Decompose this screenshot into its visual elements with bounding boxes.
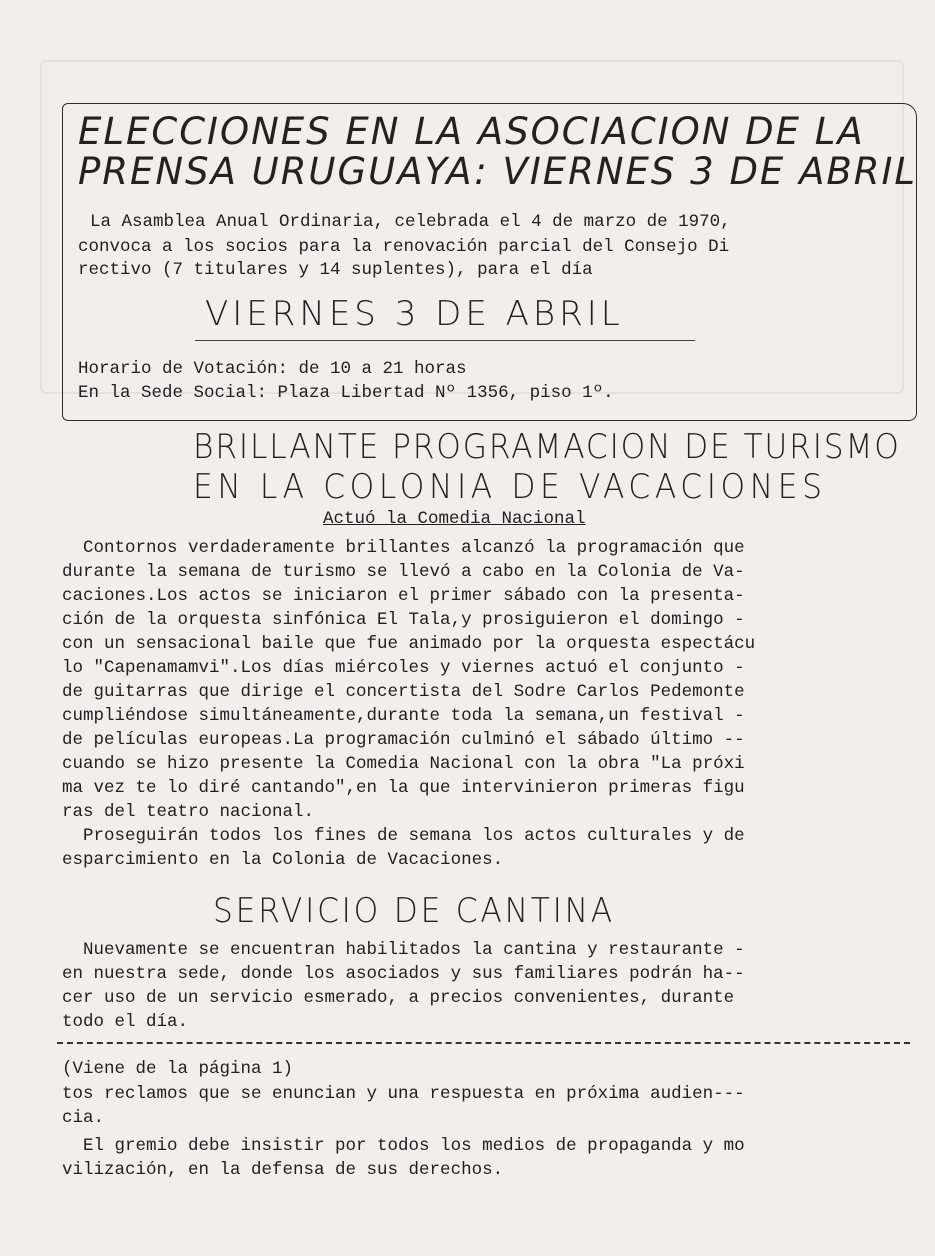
- article-line: de guitarras que dirige el concertista del Sodre Carlos Pedemonte: [62, 682, 745, 702]
- article-line: vilización, en la defensa de sus derechos.: [62, 1160, 504, 1180]
- article-line: en nuestra sede, donde los asociados y sus familiares podrán ha--: [62, 964, 745, 984]
- article-line: esparcimiento en la Colonia de Vacaciones.: [62, 850, 504, 870]
- voting-location: En la Sede Social: Plaza Libertad Nº 1356, piso 1º.: [78, 383, 614, 403]
- election-headline-line2: PRENSA URUGUAYA: VIERNES 3 DE ABRIL: [78, 150, 917, 193]
- banner-underline: [195, 340, 695, 341]
- article-line: ción de la orquesta sinfónica El Tala,y prosiguieron el domingo -: [62, 610, 745, 630]
- section-divider: [57, 1042, 910, 1047]
- election-body-line: La Asamblea Anual Ordinaria, celebrada el 4 de marzo de 1970,: [90, 212, 731, 232]
- article-line: tos reclamos que se enuncian y una respuesta en próxima audien---: [62, 1084, 745, 1104]
- election-headline-line1: ELECCIONES EN LA ASOCIACION DE LA: [78, 110, 865, 153]
- tourism-subheading: Actuó la Comedia Nacional: [323, 509, 586, 529]
- article-line: El gremio debe insistir por todos los medios de propaganda y mo: [62, 1136, 745, 1156]
- cantina-headline: SERVICIO DE CANTINA: [213, 891, 615, 931]
- article-line: cia.: [62, 1108, 105, 1128]
- election-body-line: rectivo (7 titulares y 14 suplentes), para el día: [78, 260, 593, 280]
- article-line: todo el día.: [62, 1012, 189, 1032]
- election-date-banner: VIERNES 3 DE ABRIL: [205, 294, 624, 334]
- election-body-line: convoca a los socios para la renovación parcial del Consejo Di: [78, 237, 730, 257]
- article-line: con un sensacional baile que fue animado por la orquesta espectácu: [62, 634, 756, 654]
- article-line: cuando se hizo presente la Comedia Nacional con la obra "La próxi: [62, 754, 745, 774]
- article-line: durante la semana de turismo se llevó a cabo en la Colonia de Va-: [62, 562, 745, 582]
- article-line: de películas europeas.La programación culminó el sábado último --: [62, 730, 745, 750]
- article-line: Nuevamente se encuentran habilitados la cantina y restaurante -: [62, 940, 745, 960]
- article-line: ras del teatro nacional.: [62, 802, 315, 822]
- continued-note: (Viene de la página 1): [62, 1059, 294, 1079]
- tourism-headline-line2: EN LA COLONIA DE VACACIONES: [193, 467, 827, 507]
- voting-schedule: Horario de Votación: de 10 a 21 horas: [78, 359, 467, 379]
- article-line: cumpliéndose simultáneamente,durante toda la semana,un festival -: [62, 706, 745, 726]
- article-line: caciones.Los actos se iniciaron el primer sábado con la presenta-: [62, 586, 745, 606]
- article-line: cer uso de un servicio esmerado, a precios convenientes, durante: [62, 988, 735, 1008]
- article-line: lo "Capenamamvi".Los días miércoles y viernes actuó el conjunto -: [62, 658, 745, 678]
- article-line: Contornos verdaderamente brillantes alcanzó la programación que: [62, 538, 745, 558]
- article-line: ma vez te lo diré cantando",en la que intervinieron primeras figu: [62, 778, 745, 798]
- article-line: Proseguirán todos los fines de semana los actos culturales y de: [62, 826, 745, 846]
- tourism-headline-line1: BRILLANTE PROGRAMACION DE TURISMO: [193, 427, 901, 467]
